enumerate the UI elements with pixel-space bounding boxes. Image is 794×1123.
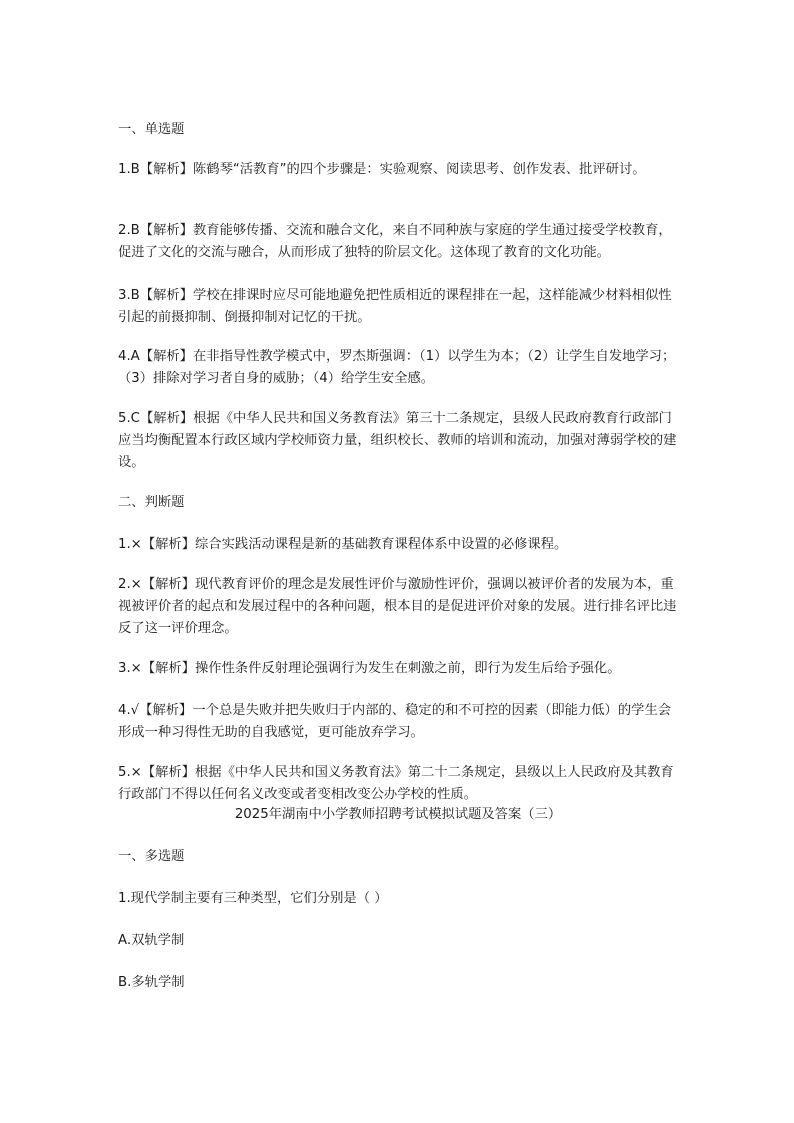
section-heading-judgement: 二、判断题 bbox=[118, 495, 185, 510]
section-heading-multi-choice: 一、多选题 bbox=[118, 849, 185, 864]
section-heading-single-choice: 一、单选题 bbox=[118, 122, 185, 137]
answer-item: 1.B【解析】陈鹤琴“活教育”的四个步骤是：实验观察、阅读思考、创作发表、批评研讨。 bbox=[118, 162, 646, 177]
exam-title: 2025年湖南中小学教师招聘考试模拟试题及答案（三） bbox=[234, 807, 562, 822]
answer-item: 1.×【解析】综合实践活动课程是新的基础教育课程体系中设置的必修课程。 bbox=[118, 537, 568, 552]
answer-item: 5.×【解析】根据《中华人民共和国义务教育法》第二十二条规定，县级以上人民政府及其教育行政部门不得以任何名义改变或者变相改变公办学校的性质。 bbox=[118, 765, 674, 802]
answer-item: 2.B【解析】教育能够传播、交流和融合文化，来自不同种族与家庭的学生通过接受学校教育，促进了文化的交流与融合，从而形成了独特的阶层文化。这体现了教育的文化功能。 bbox=[118, 223, 672, 260]
answer-item: 5.C【解析】根据《中华人民共和国义务教育法》第三十二条规定，县级人民政府教育行政部门应当均衡配置本行政区域内学校师资力量，组织校长、教师的培训和流动，加强对薄弱学校的建设。 bbox=[118, 411, 677, 470]
option-a: A.双轨学制 bbox=[118, 933, 185, 948]
answer-item: 3.×【解析】操作性条件反射理论强调行为发生在刺激之前，即行为发生后给予强化。 bbox=[118, 661, 621, 676]
answer-item: 2.×【解析】现代教育评价的理念是发展性评价与激励性评价，强调以被评价者的发展为本，重视被评价者的起点和发展过程中的各种问题，根本目的是促进评价对象的发展。进行排名评比违反了这一评价理念。 bbox=[118, 577, 677, 636]
answer-item: 3.B【解析】学校在排课时应尽可能地避免把性质相近的课程排在一起，这样能减少材料相似性引起的前摄抑制、倒摄抑制对记忆的干扰。 bbox=[118, 288, 672, 325]
option-b: B.多轨学制 bbox=[118, 975, 185, 990]
question-text: 1.现代学制主要有三种类型，它们分别是（ ） bbox=[118, 891, 388, 906]
answer-item: 4.√【解析】一个总是失败并把失败归于内部的、稳定的和不可控的因素（即能力低）的学生会形成一种习得性无助的自我感觉，更可能放弃学习。 bbox=[118, 703, 672, 740]
answer-item: 4.A【解析】在非指导性教学模式中，罗杰斯强调：（1）以学生为本；（2）让学生自发地学习；（3）排除对学习者自身的威胁；（4）给学生安全感。 bbox=[118, 349, 676, 386]
